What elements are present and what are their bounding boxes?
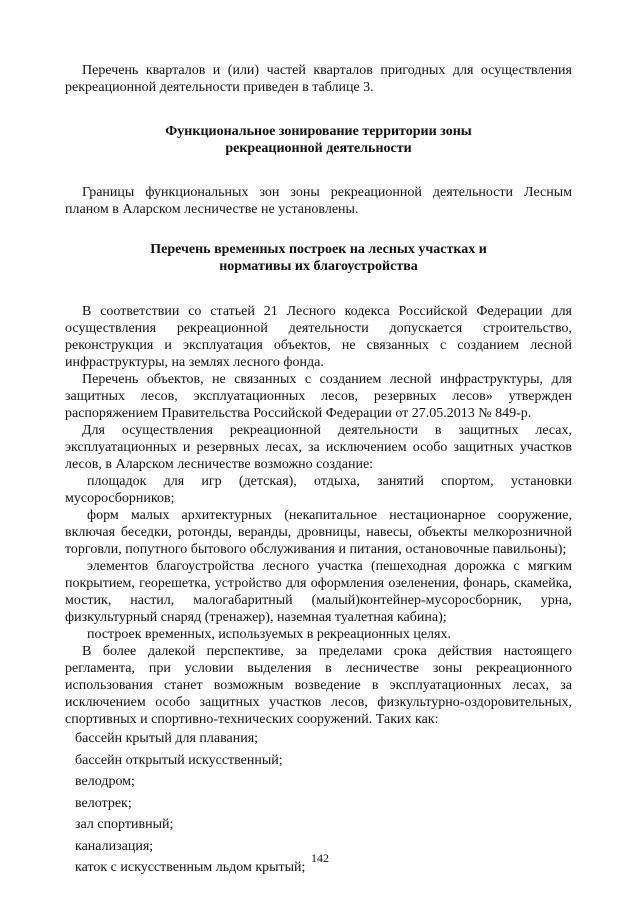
list-item: канализация; <box>75 838 154 854</box>
section-heading-temporary-buildings <box>65 241 572 275</box>
body-paragraph: Перечень объектов, не связанных с созданием лесной инфраструктуры, для защитных лесов, эксплуатационных лесов, резервных лесов» утвержден распоряжением Правительства Российской Федерации от 27.05.2013 № 849-р. <box>65 372 572 421</box>
list-item: велотрек; <box>75 795 132 811</box>
heading-line: рекреационной деятельности <box>225 141 412 156</box>
heading-line: Перечень временных построек на лесных участках и <box>150 242 487 257</box>
page-content <box>65 62 572 879</box>
zones-paragraph: Границы функциональных зон зоны рекреационной деятельности Лесным планом в Аларском лесничестве не установлены. <box>65 185 572 217</box>
list-item: каток с искусственным льдом крытый; <box>75 860 306 875</box>
list-item: велодром; <box>75 774 135 789</box>
list-item: бассейн открытый искусственный; <box>75 752 283 768</box>
page-number: 142 <box>311 851 329 865</box>
list-item: зал спортивный; <box>75 817 174 832</box>
heading-line: Функциональное зонирование территории зоны <box>165 124 472 139</box>
body-paragraph: В более далекой перспективе, за пределами срока действия настоящего регламента, при условии выделения в лесничестве зоны рекреационного использования станет возможным возведение в эксплуатационных лесах, за исключением особо защитных участков лесов, физкультурно-оздоровительных, спортивных и спортивно-технических сооружений. Таких как: <box>65 644 572 727</box>
body-paragraph: Для осуществления рекреационной деятельности в защитных лесах, эксплуатационных и резервных лесах, за исключением особо защитных участков лесов, в Аларском лесничестве возможно создание: <box>65 423 572 472</box>
intro-paragraph: Перечень кварталов и (или) частей кварталов пригодных для осуществления рекреационной деятельности приведен в таблице 3. <box>65 63 572 95</box>
section-heading-zoning <box>65 123 572 157</box>
body-paragraph: форм малых архитектурных (некапитальное нестационарное сооружение, включая беседки, ротонды, веранды, дровницы, навесы, объекты мелкорозничной торговли, попутного бытового обслуживания и питания, остановочные павильоны); <box>65 508 572 557</box>
body-paragraph: построек временных, используемых в рекреационных целях. <box>87 627 451 642</box>
body-paragraph: площадок для игр (детская), отдыха, занятий спортом, установки мусоросборников; <box>65 474 572 506</box>
body-paragraph: В соответствии со статьей 21 Лесного кодекса Российской Федерации для осуществления рекреационной деятельности допускается строительство, реконструкция и эксплуатация объектов, не связанных с созданием лесной инфраструктуры, на землях лесного фонда. <box>65 304 572 370</box>
list-item: бассейн крытый для плавания; <box>75 731 259 746</box>
heading-line: нормативы их благоустройства <box>219 259 418 274</box>
body-paragraph: элементов благоустройства лесного участка (пешеходная дорожка с мягким покрытием, георешетка, устройство для оформления озеленения, фонарь, скамейка, мостик, настил, малогабаритный (малый)контейнер-мусоросборник, урна, физкультурный снаряд (тренажер), наземная туалетная кабина); <box>65 559 572 625</box>
